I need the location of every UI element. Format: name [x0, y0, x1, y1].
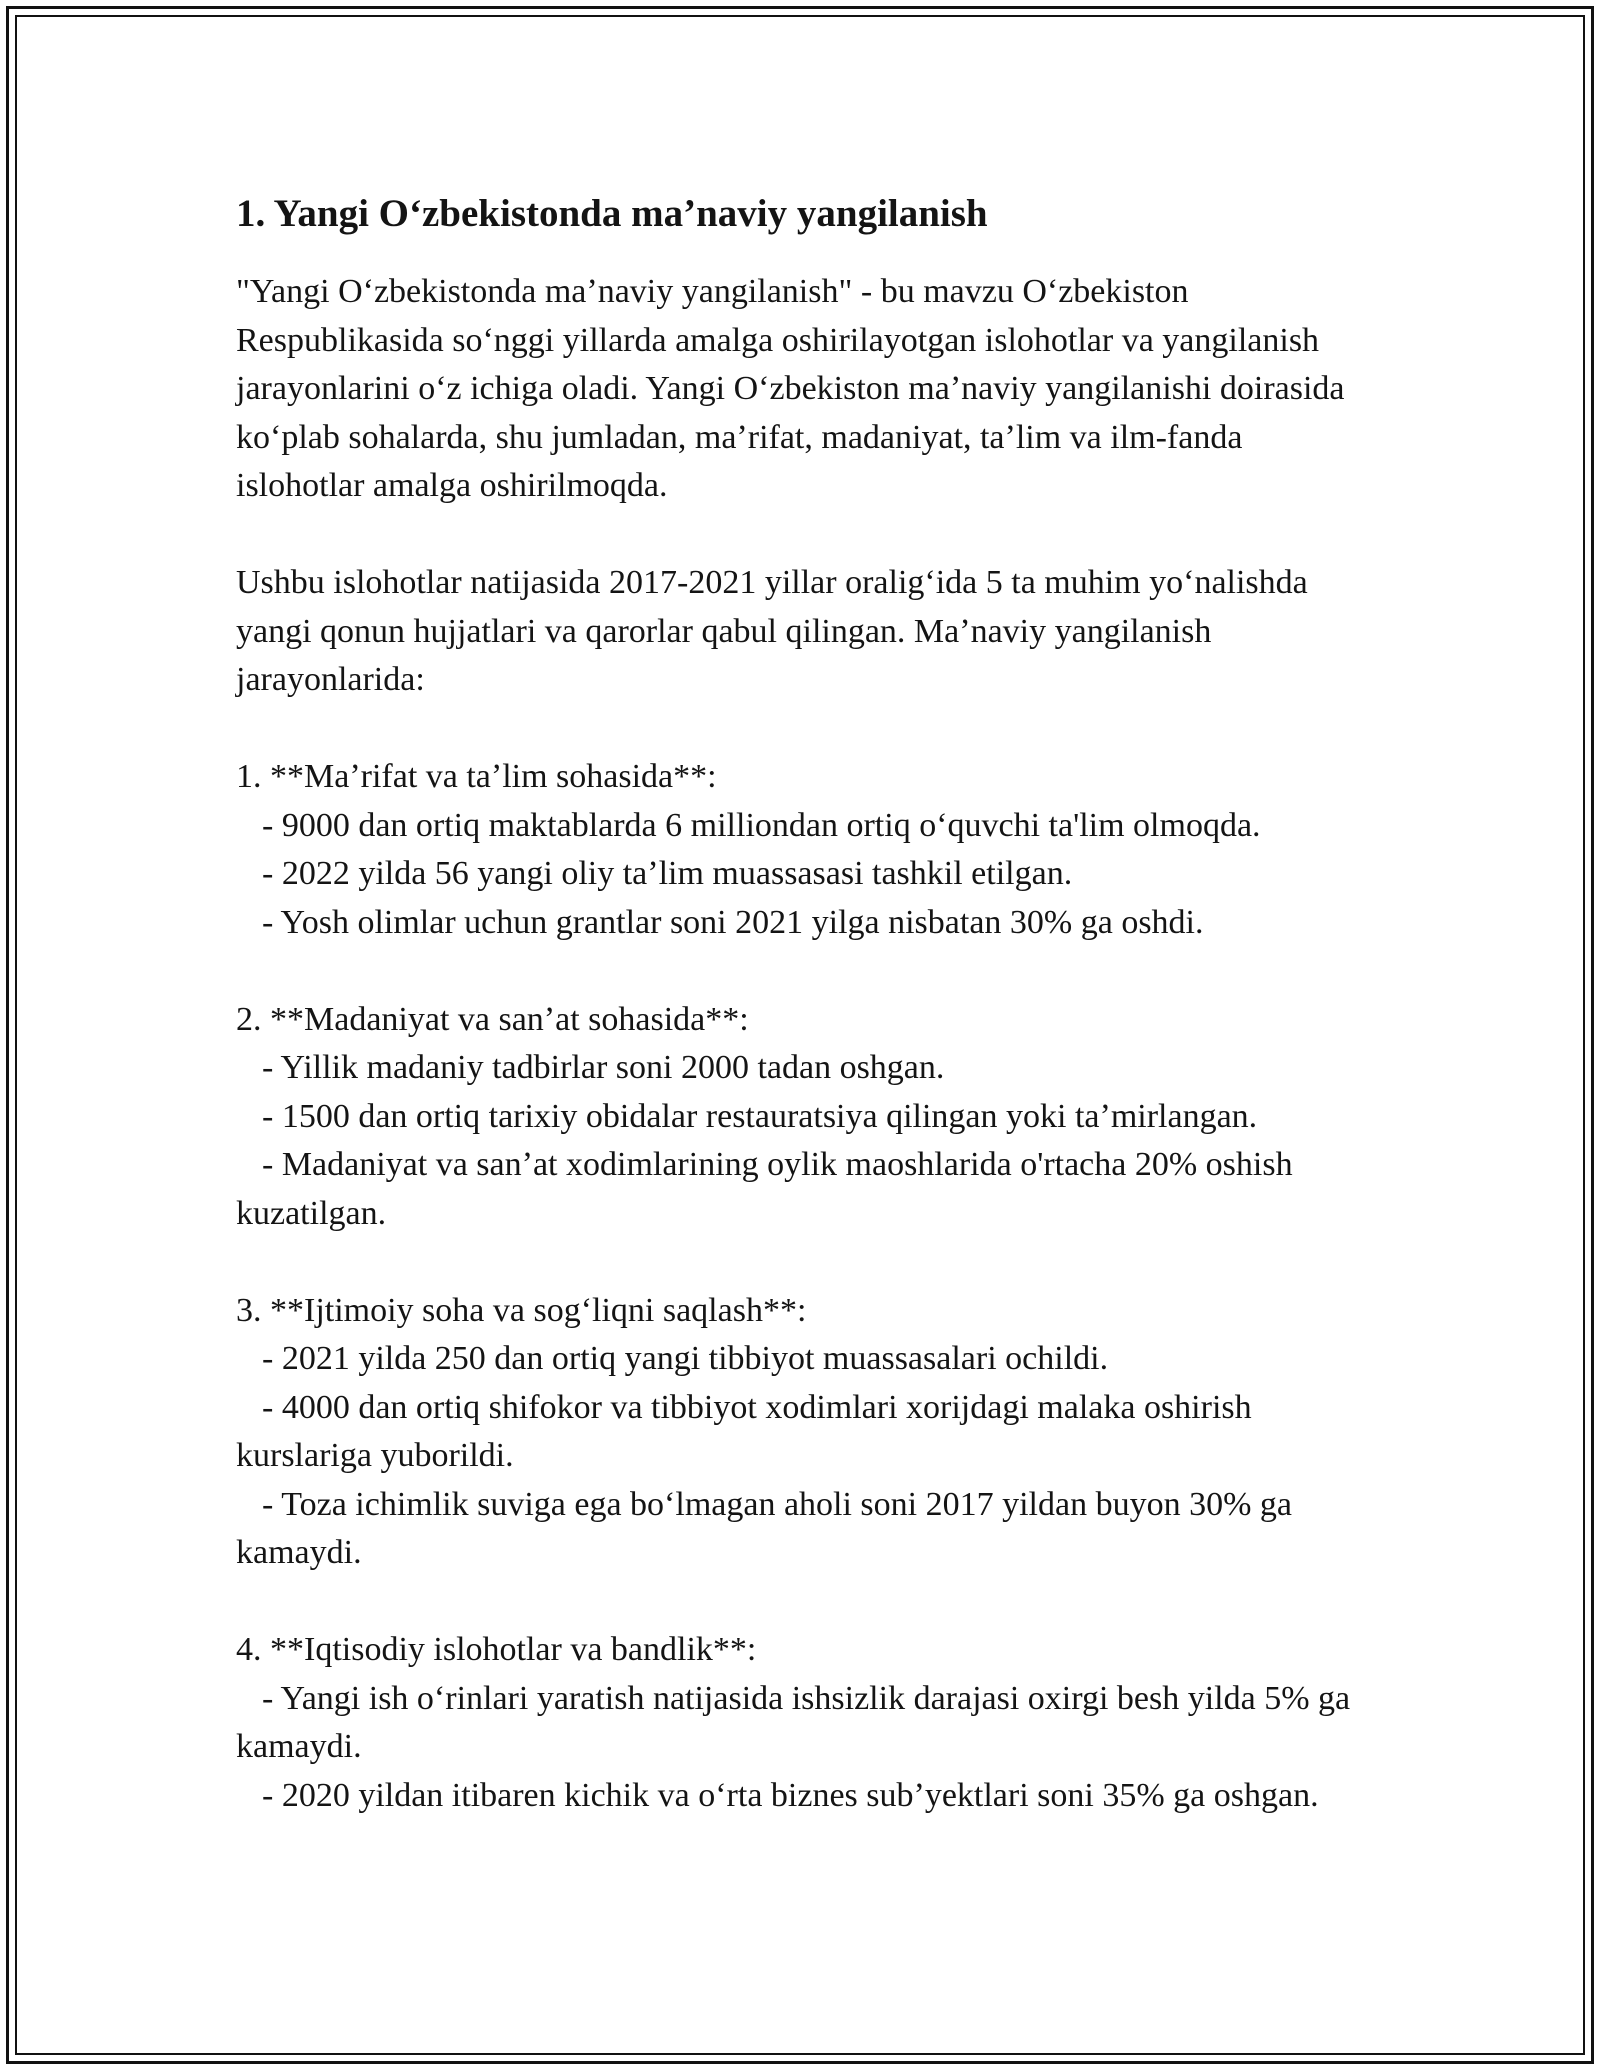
paragraph-gap: [236, 705, 1366, 754]
section-title: 1. **Maʼrifat va taʼlim sohasida**:: [236, 758, 717, 795]
paragraph-gap: [236, 947, 1366, 996]
section-title: 3. **Ijtimoiy soha va sogʻliqni saqlash**:: [236, 1291, 807, 1329]
paragraph-gap: [236, 511, 1366, 560]
list-item: - 2022 yilda 56 yangi oliy taʼlim muassasasi tashkil etilgan.: [262, 855, 1073, 892]
list-item: - Yosh olimlar uchun grantlar soni 2021 yilga nisbatan 30% ga oshdi.: [262, 903, 1204, 941]
section-enlightenment-education: [236, 753, 1366, 947]
page-title: 1. Yangi Oʻzbekistonda maʼnaviy yangilanish: [236, 192, 988, 235]
summary-paragraph: Ushbu islohotlar natijasida 2017-2021 yillar oraligʻida 5 ta muhim yoʻnalishda yangi qonun hujjatlari va qarorlar qabul qilingan. Maʼnaviy yangilanish jarayonlarida:: [236, 564, 1308, 698]
list-item: - Madaniyat va sanʼat xodimlarining oylik maoshlarida o'rtacha 20% oshish kuzatilgan.: [236, 1146, 1293, 1232]
section-social-health: [236, 1287, 1366, 1578]
section-culture-art: [236, 996, 1366, 1239]
section-title: 4. **Iqtisodiy islohotlar va bandlik**:: [236, 1631, 757, 1668]
section-title: 2. **Madaniyat va sanʼat sohasida**:: [236, 1000, 749, 1038]
list-item: - Toza ichimlik suviga ega boʻlmagan aholi soni 2017 yildan buyon 30% ga kamaydi.: [236, 1485, 1293, 1571]
list-item: - Yillik madaniy tadbirlar soni 2000 tadan oshgan.: [262, 1049, 945, 1086]
list-item: - 9000 dan ortiq maktablarda 6 milliondan ortiq oʻquvchi ta'lim olmoqda.: [262, 806, 1261, 844]
list-item: - 1500 dan ortiq tarixiy obidalar restauratsiya qilingan yoki taʼmirlangan.: [262, 1097, 1258, 1135]
intro-paragraph: "Yangi Oʻzbekistonda maʼnaviy yangilanish" - bu mavzu Oʻzbekiston Respublikasida soʻnggi yillarda amalga oshirilayotgan islohotlar va yangilanish jarayonlarini oʻz ichiga oladi. Yangi Oʻzbekiston maʼnaviy yangilanishi doirasida koʻplab sohalarda, shu jumladan, maʼrifat, madaniyat, taʼlim va ilm-fanda islohotlar amalga oshirilmoqda.: [236, 273, 1345, 504]
paragraph-gap: [236, 1578, 1366, 1627]
paragraph-gap: [236, 1238, 1366, 1287]
list-item: - Yangi ish oʻrinlari yaratish natijasida ishsizlik darajasi oxirgi besh yilda 5% ga kamaydi.: [236, 1679, 1351, 1765]
list-item: - 2020 yildan itibaren kichik va oʻrta biznes subʼyektlari soni 35% ga oshgan.: [262, 1776, 1319, 1814]
list-item: - 4000 dan ortiq shifokor va tibbiyot xodimlari xorijdagi malaka oshirish kurslariga yuborildi.: [236, 1388, 1252, 1474]
section-economic-employment: [236, 1626, 1366, 1820]
document-body: [236, 186, 1366, 1820]
list-item: - 2021 yilda 250 dan ortiq yangi tibbiyot muassasalari ochildi.: [262, 1340, 1109, 1377]
